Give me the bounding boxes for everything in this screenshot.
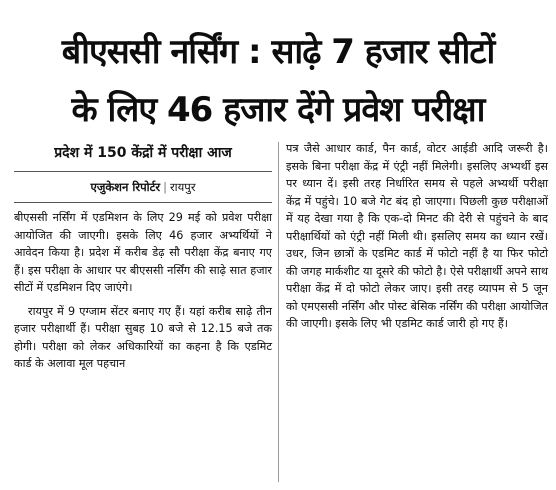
column-divider bbox=[278, 142, 279, 482]
byline-separator: | bbox=[163, 180, 167, 194]
headline-line-2: के लिए 46 हजार देंगे प्रवेश परीक्षा bbox=[71, 90, 485, 130]
byline bbox=[14, 172, 272, 203]
article-paragraph-2: रायपुर में 9 एग्जाम सेंटर बनाए गए हैं। यहां करीब साढ़े तीन हजार परीक्षार्थी हैं। परीक्षा सुबह 10 बजे से 12.15 बजे तक होगी। परीक्षा को लेकर अधिकारियों का कहना है कि एडमिट कार्ड के अलावा मूल पहचान bbox=[14, 304, 272, 370]
article-right-column bbox=[286, 140, 548, 333]
article-left-column bbox=[14, 143, 272, 373]
byline-reporter: एजुकेशन रिपोर्टर bbox=[90, 180, 161, 194]
byline-city: रायपुर bbox=[169, 180, 196, 194]
article-paragraph-3: पत्र जैसे आधार कार्ड, पैन कार्ड, वोटर आईडी आदि जरूरी है। इसके बिना परीक्षा केंद्र में एंट्री नहीं मिलेगी। इसलिए अभ्यर्थी इस पर ध्यान दें। इसी तरह निर्धारित समय से पहले अभ्यर्थी परीक्षा केंद्र में पहुंचे। 10 बजे गेट बंद हो जाएगा। पिछली कुछ परीक्षाओं में यह देखा गया है कि एक-दो मिनट की देरी से पहुंचने के बाद परीक्षार्थियों को एंट्री नहीं मिली थी। इसलिए समय का ध्यान रखें। उधर, जिन छात्रों के एडमिट कार्ड में फोटो नहीं है या फिर फोटो की जगह मार्कशीट या दूसरे की फोटो है। ऐसे परीक्षार्थी अपने साथ परीक्षा केंद्र में दो फोटो लेकर जाए। इसी तरह व्यापम से 5 जून को एमएससी नर्सिंग और पोस्ट बेसिक नर्सिंग की परीक्षा आयोजित की जाएगी। इसके लिए भी एडमिट कार्ड जारी हो गए हैं। bbox=[286, 142, 548, 330]
article-paragraph-1: बीएससी नर्सिंग में एडमिशन के लिए 29 मई को प्रवेश परीक्षा आयोजित की जाएगी। इसके लिए 46 हजार अभ्यर्थियों ने आवेदन किया है। प्रदेश में करीब डेढ़ सौ परीक्षा केंद्र बनाए गए हैं। इस परीक्षा के आधार पर बीएससी नर्सिंग की साढ़े सात हजार सीटों में एडमिशन दिए जाएंगे। bbox=[14, 211, 272, 294]
headline-line-1: बीएससी नर्सिंग : साढ़े 7 हजार सीटों bbox=[61, 32, 495, 72]
subheadline: प्रदेश में 150 केंद्रों में परीक्षा आज bbox=[14, 143, 272, 172]
